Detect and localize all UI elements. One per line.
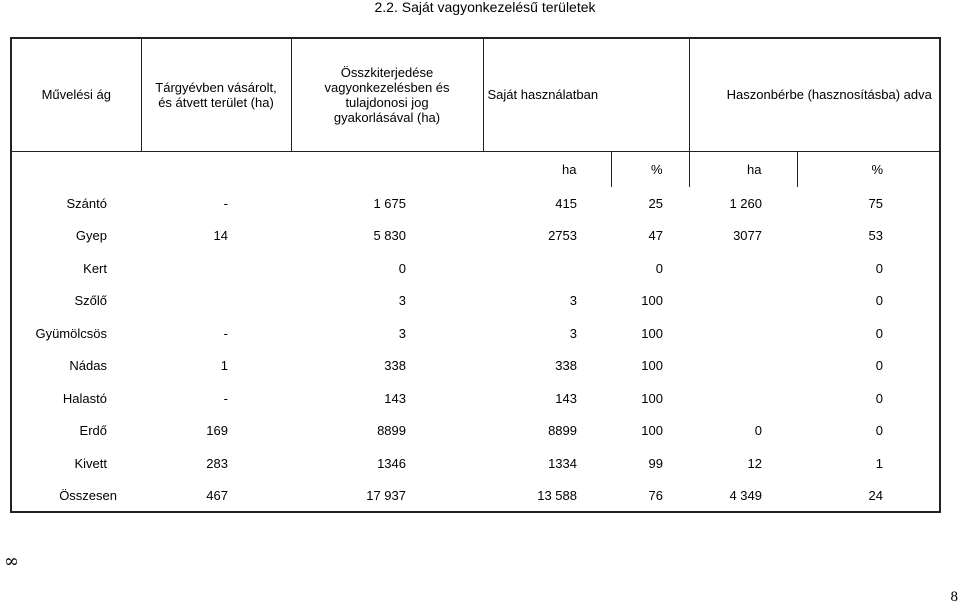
header-lease bbox=[689, 38, 940, 151]
section-title-text: 2.2. Saját vagyonkezelésű területek bbox=[374, 0, 596, 15]
cell-lease-pct: 1 bbox=[875, 455, 884, 471]
cell-lease-ha: 4 349 bbox=[729, 487, 762, 503]
cell-branch: Gyep bbox=[75, 228, 107, 244]
cell-acquired: - bbox=[223, 390, 228, 406]
cell-branch: Kivett bbox=[74, 455, 107, 471]
cell-lease-pct: 0 bbox=[875, 423, 884, 439]
cell-lease-pct: 0 bbox=[875, 293, 884, 309]
cell-own-ha: 1334 bbox=[548, 455, 577, 471]
cell-own-pct: 76 bbox=[648, 487, 663, 503]
cell-own-pct: 100 bbox=[641, 293, 663, 309]
cell-own-ha bbox=[483, 252, 611, 285]
table-row bbox=[11, 220, 940, 253]
cell-own-pct: 0 bbox=[655, 260, 663, 276]
cell-acquired bbox=[141, 285, 291, 318]
cell-lease-pct: 75 bbox=[868, 195, 884, 211]
land-use-table bbox=[10, 37, 941, 513]
cell-own-pct: 100 bbox=[641, 325, 663, 341]
table-row bbox=[11, 415, 940, 448]
cell-total: 143 bbox=[384, 390, 406, 406]
section-title bbox=[0, 0, 960, 14]
table-header-row bbox=[11, 38, 940, 151]
unit-blank bbox=[11, 151, 141, 187]
cell-branch: Kert bbox=[83, 260, 107, 276]
cell-lease-pct: 0 bbox=[875, 358, 884, 374]
table-row bbox=[11, 447, 940, 480]
cell-acquired: - bbox=[223, 325, 228, 341]
cell-branch: Halastó bbox=[62, 390, 107, 406]
cell-lease-pct: 0 bbox=[875, 325, 884, 341]
cell-lease-ha bbox=[689, 382, 797, 415]
cell-total: 3 bbox=[398, 325, 406, 341]
cell-lease-ha bbox=[689, 285, 797, 318]
cell-lease-ha: 0 bbox=[754, 423, 762, 439]
cell-lease-pct: 0 bbox=[875, 260, 884, 276]
cell-lease-pct: 0 bbox=[875, 390, 884, 406]
cell-total: 1 675 bbox=[373, 195, 406, 211]
page-number: 8 bbox=[950, 589, 958, 605]
cell-own-ha: 415 bbox=[555, 195, 577, 211]
cell-own-pct: 25 bbox=[648, 195, 663, 211]
cell-lease-ha: 3077 bbox=[733, 228, 762, 244]
header-own-use-text: Saját használatban bbox=[487, 87, 599, 103]
cell-branch: Szántó bbox=[66, 195, 107, 211]
cell-own-pct: 47 bbox=[648, 228, 663, 244]
cell-own-ha: 3 bbox=[569, 325, 577, 341]
cell-branch: Gyümölcsös bbox=[35, 325, 107, 341]
cell-acquired: 283 bbox=[206, 455, 228, 471]
cell-acquired: 1 bbox=[220, 358, 228, 374]
cell-lease-ha bbox=[689, 252, 797, 285]
infinity-symbol: ∞ bbox=[4, 551, 19, 572]
cell-total: 8899 bbox=[377, 423, 406, 439]
cell-acquired: 14 bbox=[213, 228, 228, 244]
cell-acquired bbox=[141, 252, 291, 285]
cell-lease-ha: 1 260 bbox=[729, 195, 762, 211]
header-total-text: Összkiterjedése vagyonkezelésben és tulajdonosi jog gyakorlásával (ha) bbox=[324, 64, 450, 125]
cell-acquired: 467 bbox=[206, 487, 228, 503]
cell-lease-pct: 53 bbox=[868, 228, 884, 244]
table-row-total bbox=[11, 480, 940, 513]
cell-branch: Nádas bbox=[69, 358, 107, 374]
unit-lease-ha: ha bbox=[689, 151, 797, 187]
cell-own-pct: 100 bbox=[641, 423, 663, 439]
table-row bbox=[11, 350, 940, 383]
cell-acquired: - bbox=[223, 195, 228, 211]
cell-own-ha: 2753 bbox=[548, 228, 577, 244]
header-own-use bbox=[483, 38, 689, 151]
cell-own-ha: 13 588 bbox=[537, 487, 577, 503]
cell-own-ha: 8899 bbox=[548, 423, 577, 439]
cell-own-ha: 143 bbox=[555, 390, 577, 406]
cell-total: 1346 bbox=[377, 455, 406, 471]
table-row bbox=[11, 382, 940, 415]
cell-total: 0 bbox=[398, 260, 406, 276]
table-row bbox=[11, 252, 940, 285]
cell-acquired: 169 bbox=[206, 423, 228, 439]
cell-own-ha: 3 bbox=[569, 293, 577, 309]
cell-lease-ha bbox=[689, 317, 797, 350]
cell-branch: Összesen bbox=[59, 487, 117, 503]
cell-own-ha: 338 bbox=[555, 358, 577, 374]
cell-lease-ha bbox=[689, 350, 797, 383]
cell-total: 5 830 bbox=[373, 228, 406, 244]
cell-lease-ha: 12 bbox=[747, 455, 762, 471]
header-acquired bbox=[141, 38, 291, 151]
cell-branch: Erdő bbox=[79, 423, 107, 439]
cell-own-pct: 100 bbox=[641, 358, 663, 374]
cell-branch: Szőlő bbox=[74, 293, 107, 309]
cell-own-pct: 100 bbox=[641, 390, 663, 406]
unit-own-pct: % bbox=[611, 151, 689, 187]
header-branch: Művelési ág bbox=[11, 38, 141, 151]
header-acquired-text: Tárgyévben vásárolt, és átvett terület (ha) bbox=[155, 79, 277, 110]
unit-lease-pct: % bbox=[871, 161, 884, 177]
unit-blank bbox=[141, 151, 291, 187]
cell-own-pct: 99 bbox=[648, 455, 663, 471]
header-total bbox=[291, 38, 483, 151]
cell-total: 3 bbox=[398, 293, 406, 309]
cell-total: 338 bbox=[384, 358, 406, 374]
table-row bbox=[11, 317, 940, 350]
header-lease-text: Haszonbérbe (hasznosításba) adva bbox=[726, 87, 932, 103]
table-row bbox=[11, 285, 940, 318]
unit-row bbox=[11, 151, 940, 187]
unit-own-ha: ha bbox=[483, 151, 611, 187]
unit-blank bbox=[291, 151, 483, 187]
cell-total: 17 937 bbox=[366, 487, 406, 503]
cell-lease-pct: 24 bbox=[868, 487, 884, 503]
table-row bbox=[11, 187, 940, 220]
